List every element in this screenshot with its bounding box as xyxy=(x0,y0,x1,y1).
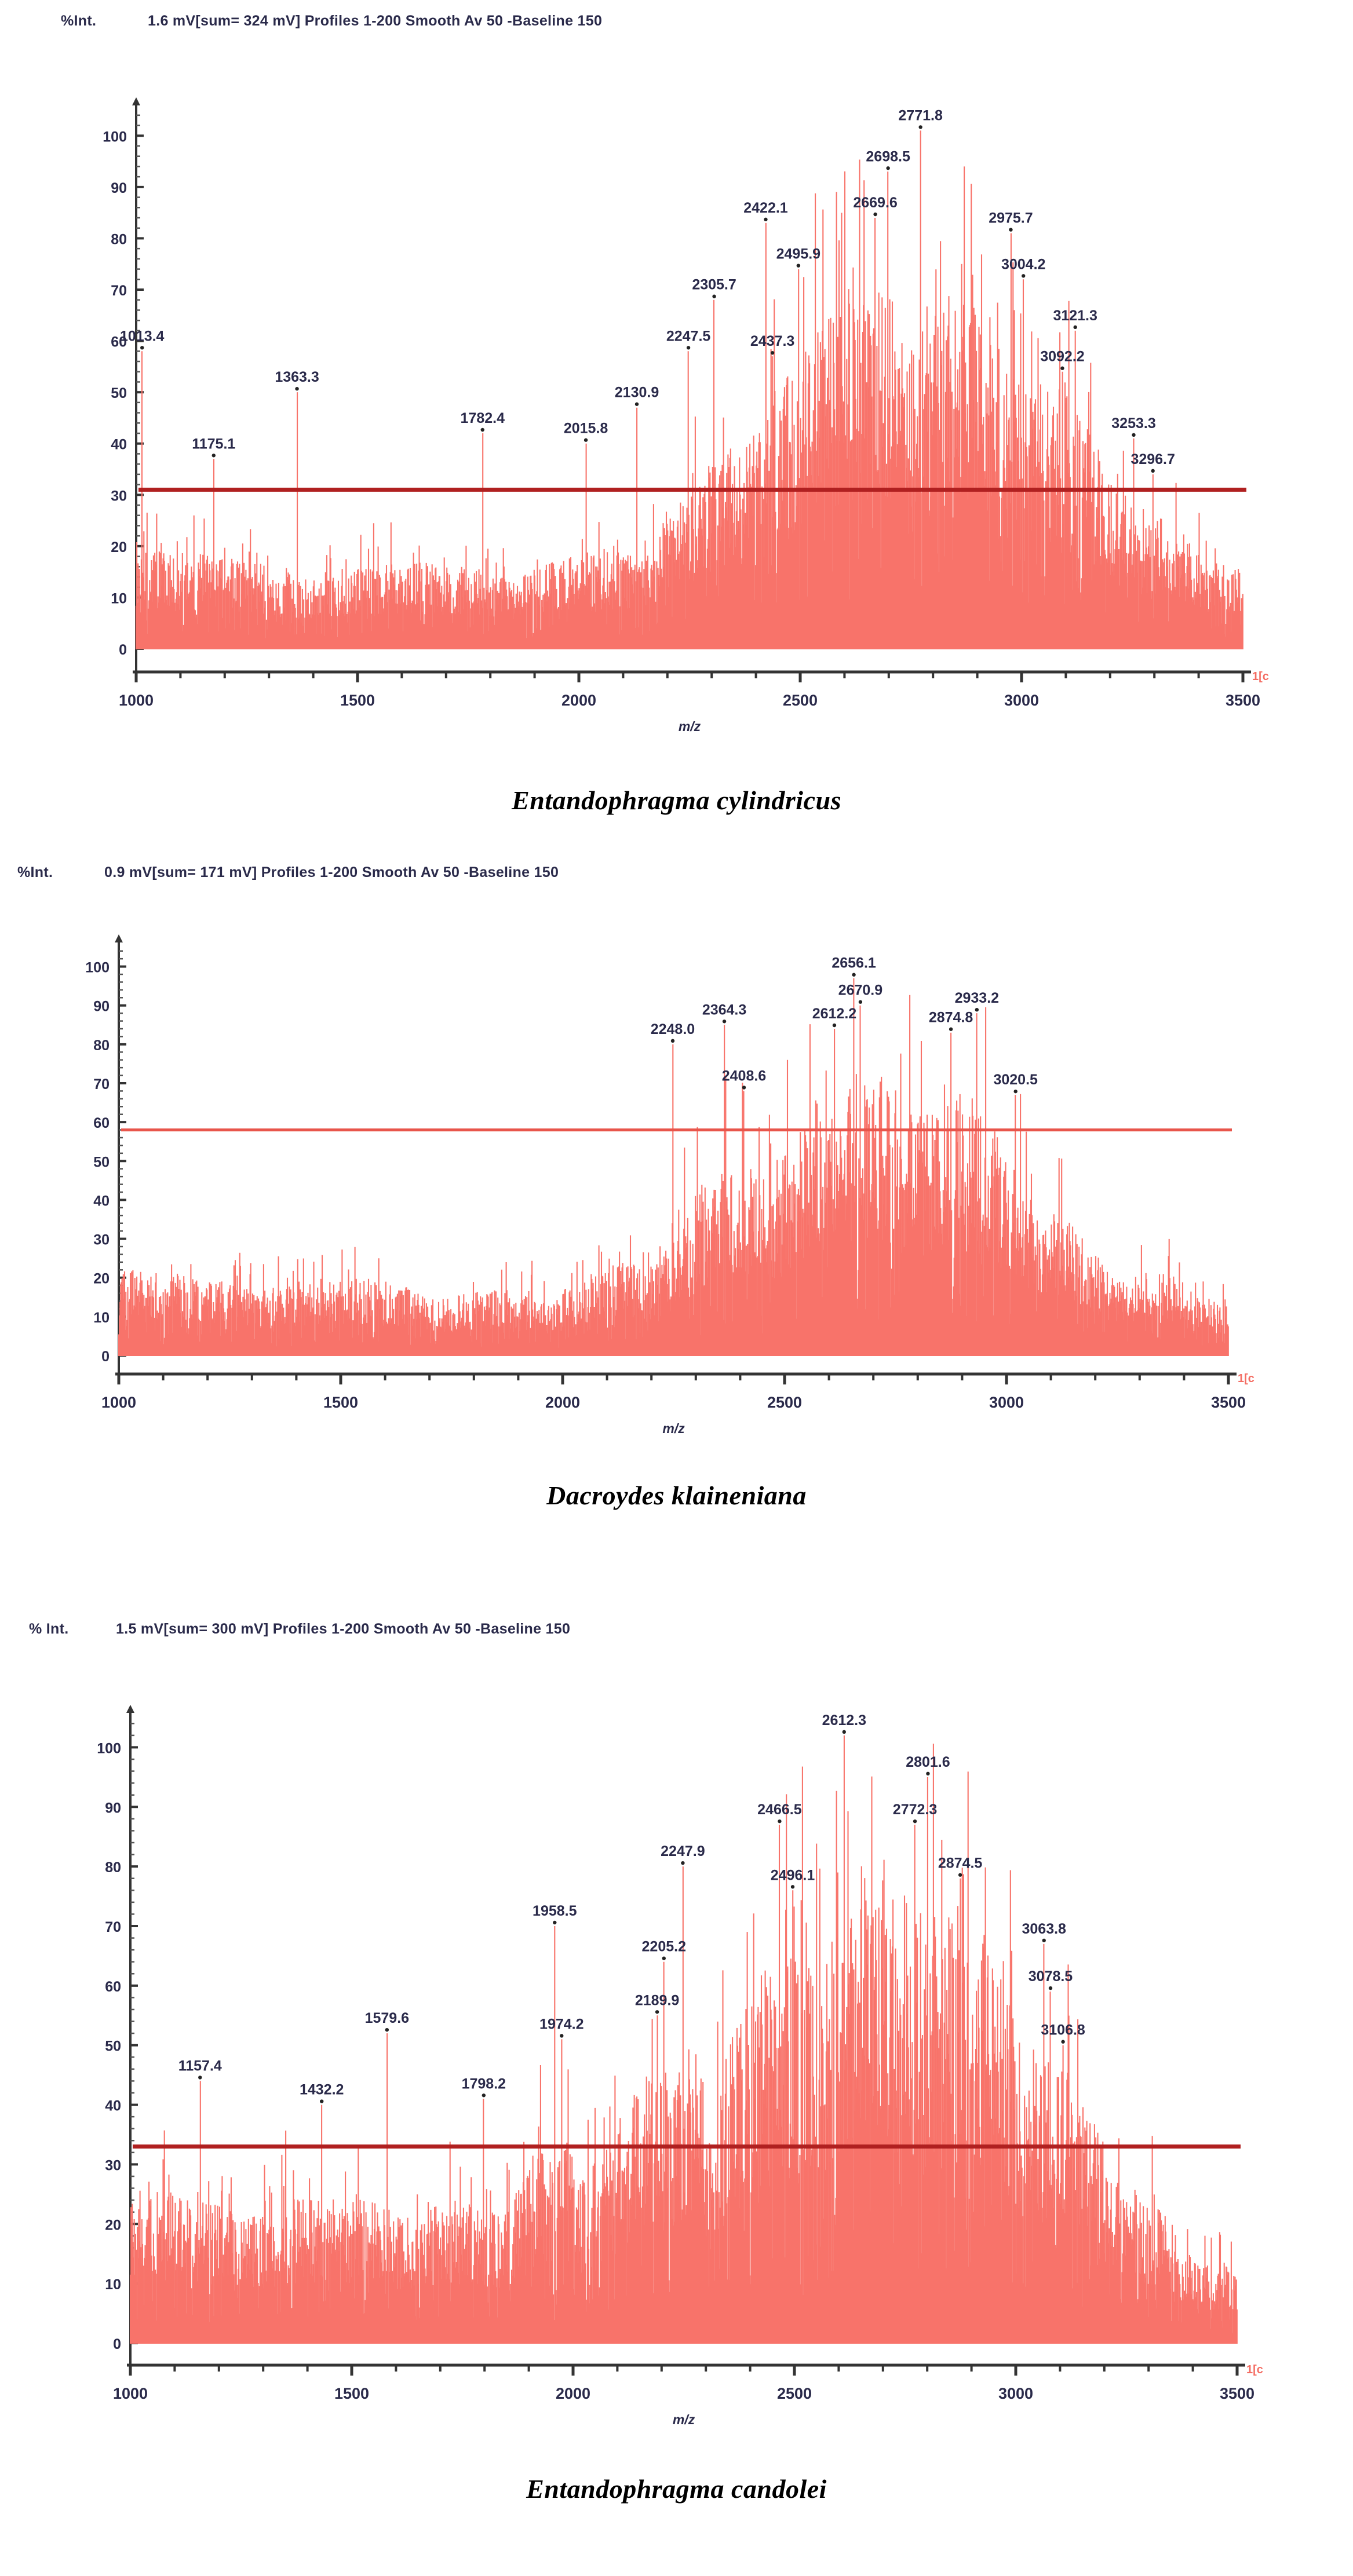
x-tick-label: 1500 xyxy=(323,1394,359,1411)
spectrum-panel-2 xyxy=(0,857,1353,1605)
panel-1-header-text: 1.6 mV[sum= 324 mV] Profiles 1-200 Smooth Av 50 -Baseline 150 xyxy=(148,13,603,29)
peak-label: 2495.9 xyxy=(776,246,821,262)
y-tick-label: 70 xyxy=(111,283,127,299)
x-tick-label: 2000 xyxy=(555,2385,591,2402)
peak-label: 2364.3 xyxy=(702,1002,747,1018)
y-tick-label: 0 xyxy=(101,1349,110,1365)
peak-marker xyxy=(1009,228,1012,231)
peak-marker xyxy=(975,1008,979,1011)
panel-3-yaxis-title: % Int. xyxy=(29,1621,69,1637)
peak-marker xyxy=(635,403,639,406)
peak-label: 2612.3 xyxy=(822,1712,867,1729)
peak-marker xyxy=(1022,274,1025,277)
peak-label: 3106.8 xyxy=(1041,2022,1085,2038)
y-tick-label: 50 xyxy=(105,2038,121,2055)
peak-label: 1432.2 xyxy=(299,2081,344,2098)
corner-marker: 1[c xyxy=(1238,1372,1254,1385)
peak-label: 2975.7 xyxy=(989,210,1033,226)
x-tick-label: 3000 xyxy=(1004,692,1040,709)
corner-marker: 1[c xyxy=(1252,670,1269,683)
y-tick-label: 90 xyxy=(93,998,110,1015)
panel-2-header-text: 0.9 mV[sum= 171 mV] Profiles 1-200 Smooth Av 50 -Baseline 150 xyxy=(104,864,559,880)
peak-marker xyxy=(1049,1986,1052,1990)
peak-label: 2247.9 xyxy=(661,1843,705,1860)
x-tick-label: 2500 xyxy=(767,1394,803,1411)
peak-marker xyxy=(662,1957,666,1960)
y-tick-label: 20 xyxy=(105,2217,121,2234)
peak-label: 2408.6 xyxy=(721,1068,767,1084)
peak-marker xyxy=(771,351,774,355)
peak-marker xyxy=(482,2093,486,2097)
panel-2-svg xyxy=(0,898,1353,1454)
peak-label: 2015.8 xyxy=(563,420,608,437)
peak-marker xyxy=(584,439,588,442)
y-tick-label: 60 xyxy=(105,1978,121,1995)
y-tick-label: 40 xyxy=(105,2098,121,2114)
peak-label: 3092.2 xyxy=(1040,348,1085,365)
peak-marker xyxy=(764,218,767,221)
y-tick-label: 40 xyxy=(111,436,127,453)
panel-2-caption: Dacroydes klaineniana xyxy=(546,1481,807,1510)
peak-label: 2189.9 xyxy=(634,1992,680,2009)
peak-label: 2466.5 xyxy=(757,1802,802,1818)
y-tick-label: 20 xyxy=(93,1270,110,1287)
peak-marker xyxy=(1060,367,1064,370)
peak-marker xyxy=(140,346,144,349)
peak-label: 1579.6 xyxy=(364,2010,410,2027)
y-tick-label: 10 xyxy=(111,590,127,607)
panel-3-header xyxy=(29,1621,570,1638)
peak-label: 2248.0 xyxy=(650,1021,695,1037)
peak-label: 1363.3 xyxy=(275,369,319,386)
peak-marker xyxy=(1151,469,1154,473)
y-tick-label: 80 xyxy=(93,1037,110,1054)
spectrum-panel-3 xyxy=(0,1605,1353,2576)
peak-label: 2130.9 xyxy=(614,384,659,401)
peak-marker xyxy=(778,1819,781,1823)
peak-marker xyxy=(320,2099,323,2103)
peak-marker xyxy=(949,1028,953,1031)
peak-label: 3004.2 xyxy=(1001,256,1046,273)
y-tick-label: 80 xyxy=(111,231,127,248)
peak-label: 3078.5 xyxy=(1028,1968,1073,1985)
x-tick-label: 2000 xyxy=(561,692,597,709)
y-tick-label: 40 xyxy=(93,1193,110,1210)
y-tick-label: 50 xyxy=(111,385,127,402)
peak-marker xyxy=(886,166,889,170)
y-tick-label: 0 xyxy=(119,642,127,658)
peak-label: 3121.3 xyxy=(1053,307,1097,324)
x-tick-label: 1000 xyxy=(101,1394,137,1411)
x-axis-label: m/z xyxy=(672,2412,695,2427)
peak-marker xyxy=(212,454,216,457)
peak-label: 1798.2 xyxy=(461,2076,506,2092)
x-tick-label: 2500 xyxy=(776,2385,812,2402)
peak-label: 2422.1 xyxy=(743,199,788,216)
y-tick-label: 30 xyxy=(111,488,127,505)
spectrum-panel-1 xyxy=(0,0,1353,857)
peak-label: 2612.2 xyxy=(812,1006,857,1022)
peak-marker xyxy=(833,1024,836,1027)
y-tick-label: 80 xyxy=(105,1859,121,1876)
y-tick-label: 100 xyxy=(97,1740,121,1757)
panel-1-header xyxy=(61,13,602,30)
peak-marker xyxy=(926,1772,929,1775)
peak-label: 2247.5 xyxy=(666,328,711,345)
peak-label: 3296.7 xyxy=(1130,451,1175,467)
peak-label: 1013.4 xyxy=(120,328,165,345)
peak-label: 2772.3 xyxy=(892,1802,938,1818)
peak-label: 2205.2 xyxy=(641,1938,687,1955)
y-tick-label: 70 xyxy=(105,1919,121,1935)
y-tick-label: 50 xyxy=(93,1154,110,1171)
peak-label: 2670.9 xyxy=(838,982,883,999)
peak-marker xyxy=(681,1861,684,1865)
peak-label: 3253.3 xyxy=(1111,415,1156,432)
panel-1-caption: Entandophragma cylindricus xyxy=(512,785,841,815)
peak-marker xyxy=(859,1000,862,1004)
panel-2-yaxis-title: %Int. xyxy=(17,864,53,880)
peak-marker xyxy=(913,1819,917,1823)
spectrum-trace xyxy=(130,1735,1237,2343)
peak-marker xyxy=(295,387,298,390)
y-tick-label: 10 xyxy=(105,2277,121,2293)
panel-3-header-text: 1.5 mV[sum= 300 mV] Profiles 1-200 Smooth Av 50 -Baseline 150 xyxy=(116,1621,571,1637)
peak-label: 2801.6 xyxy=(906,1753,950,1770)
x-tick-label: 3000 xyxy=(989,1394,1024,1411)
peak-marker xyxy=(742,1086,746,1089)
peak-marker xyxy=(1132,433,1135,437)
peak-marker xyxy=(481,428,484,432)
y-tick-label: 60 xyxy=(93,1115,110,1132)
peak-label: 1974.2 xyxy=(539,2016,584,2033)
panel-1-yaxis-title: %Int. xyxy=(61,13,97,29)
peak-marker xyxy=(553,1921,556,1924)
spectrum-trace xyxy=(136,130,1243,649)
corner-marker: 1[c xyxy=(1246,2363,1263,2376)
peak-marker xyxy=(1042,1939,1046,1942)
x-tick-label: 3500 xyxy=(1219,2385,1255,2402)
y-tick-label: 100 xyxy=(85,959,110,976)
peak-label: 2669.6 xyxy=(853,195,898,211)
x-tick-label: 3000 xyxy=(998,2385,1034,2402)
peak-marker xyxy=(797,264,800,267)
panel-3-plot xyxy=(0,1665,1353,2447)
y-tick-label: 100 xyxy=(103,129,127,145)
peak-marker xyxy=(198,2076,202,2079)
x-tick-label: 3500 xyxy=(1225,692,1261,709)
x-tick-label: 1000 xyxy=(118,692,154,709)
y-tick-label: 30 xyxy=(105,2157,121,2174)
peak-label: 2933.2 xyxy=(954,990,1000,1007)
peak-marker xyxy=(560,2034,563,2037)
peak-label: 2656.1 xyxy=(832,955,876,971)
x-axis-label: m/z xyxy=(678,719,701,734)
peak-label: 2496.1 xyxy=(770,1867,815,1884)
panel-3-svg xyxy=(0,1665,1353,2447)
x-tick-label: 1500 xyxy=(340,692,375,709)
peak-label: 1958.5 xyxy=(533,1903,577,1919)
peak-label: 2771.8 xyxy=(898,107,943,124)
peak-marker xyxy=(958,1873,962,1877)
x-axis-label: m/z xyxy=(662,1421,685,1436)
y-tick-label: 90 xyxy=(111,180,127,196)
y-tick-label: 60 xyxy=(111,334,127,350)
peak-marker xyxy=(1061,2040,1064,2044)
peak-label: 3020.5 xyxy=(993,1072,1038,1088)
panel-1-plot xyxy=(0,64,1353,753)
peak-marker xyxy=(655,2010,659,2014)
peak-label: 1157.4 xyxy=(178,2058,222,2074)
y-tick-label: 90 xyxy=(105,1800,121,1817)
y-tick-label: 30 xyxy=(93,1232,110,1248)
y-tick-label: 70 xyxy=(93,1076,110,1092)
peak-marker xyxy=(723,1020,726,1023)
peak-marker xyxy=(843,1730,846,1734)
x-tick-label: 1000 xyxy=(112,2385,148,2402)
peak-label: 1175.1 xyxy=(192,436,236,452)
x-tick-label: 2000 xyxy=(545,1394,581,1411)
y-tick-label: 10 xyxy=(93,1309,110,1326)
peak-marker xyxy=(1073,326,1077,329)
peak-marker xyxy=(852,973,855,977)
peak-label: 1782.4 xyxy=(460,410,505,426)
x-tick-label: 3500 xyxy=(1210,1394,1246,1411)
x-tick-label: 1500 xyxy=(334,2385,370,2402)
peak-marker xyxy=(791,1885,794,1888)
peak-label: 2698.5 xyxy=(866,148,910,165)
peak-label: 2305.7 xyxy=(692,276,736,293)
peak-label: 2874.8 xyxy=(928,1009,973,1026)
peak-marker xyxy=(873,213,877,216)
panel-2-plot xyxy=(0,898,1353,1454)
peak-label: 2874.5 xyxy=(938,1855,983,1872)
peak-marker xyxy=(1014,1090,1018,1093)
peak-label: 2437.3 xyxy=(750,333,795,350)
peak-label: 3063.8 xyxy=(1022,1920,1066,1937)
y-tick-label: 20 xyxy=(111,539,127,556)
peak-marker xyxy=(385,2028,389,2031)
y-tick-label: 0 xyxy=(113,2336,121,2352)
peak-marker xyxy=(687,346,690,349)
panel-2-header xyxy=(17,864,559,881)
panel-3-caption: Entandophragma candolei xyxy=(526,2474,827,2504)
peak-marker xyxy=(712,295,716,298)
peak-marker xyxy=(918,125,922,129)
panel-1-svg xyxy=(0,64,1353,753)
peak-marker xyxy=(671,1039,674,1043)
x-tick-label: 2500 xyxy=(782,692,818,709)
